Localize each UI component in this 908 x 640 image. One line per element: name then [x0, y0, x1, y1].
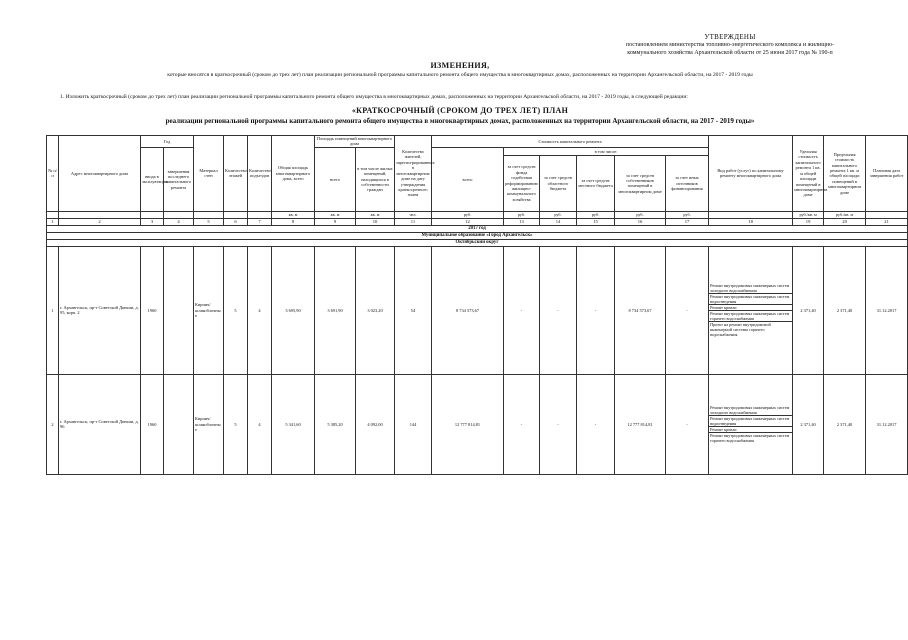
group-district: Октябрьский округ [47, 239, 908, 246]
row-works [709, 374, 793, 474]
document-title: ИЗМЕНЕНИЯ, [430, 61, 490, 70]
row-num: 2 [47, 374, 59, 474]
row-cost-fund: - [504, 246, 540, 374]
group-municipality: Муниципальное образование «Город Архангельск» [47, 232, 908, 239]
row-residents: 54 [395, 246, 432, 374]
row-material: Кирпич/ шлакоблочны е [194, 246, 224, 374]
row-premises-owned: 4 092,00 [356, 374, 395, 474]
header-floors: Количество этажей [224, 136, 248, 212]
row-unit-cost: 2 371,40 [793, 246, 824, 374]
header-entrances: Количество подъездов [248, 136, 272, 212]
row-year-built: 1960 [141, 246, 164, 374]
plan-title: «КРАТКОСРОЧНЫЙ (СРОКОМ ДО ТРЕХ ЛЕТ) ПЛАН [351, 106, 569, 115]
header-unit-cost: Удельная стоимость капитального ремонта 1 кв. м общей площади помещений в многоквартирном доме [793, 136, 824, 212]
group-year: 2017 год [47, 225, 908, 232]
header-works: Вид работ (услуг) по капитальному ремонту многоквартирного дома [709, 136, 793, 212]
header-wall-material: Материал стен [194, 136, 224, 212]
row-material: Кирпич/ шлакоблочны е [194, 374, 224, 474]
row-cost-owners: 8 734 573,67 [615, 246, 666, 374]
column-numbers-row: 1 2 3 4 5 6 7 8 9 10 11 12 13 14 15 16 17 18 19 20 21 [47, 218, 908, 225]
work-item: Ремонт внутридомовых инженерных систем водоотведения [709, 294, 792, 305]
row-premises-owned: 3 023,20 [356, 246, 395, 374]
intro-paragraph: 1. Изложить краткосрочный (сроком до трех лет) план реализации региональной программы капитального ремонта общего имущества в многоквартирных домах, расположенных на территории Архангельской области, на 2017 - 2019 годы, в следующей редакции: [60, 94, 688, 100]
header-num: № п/п [47, 136, 59, 212]
row-premises-total: 5 385,20 [315, 374, 356, 474]
header-cost-incl: в том числе: [504, 147, 709, 155]
row-year-last [164, 374, 194, 474]
approval-head: УТВЕРЖДЕНЫ [704, 33, 756, 41]
header-year-built: ввода в эксплуатацию [141, 147, 164, 211]
row-total-area: 5 341,60 [272, 374, 315, 474]
header-residents: Количество жителей, зарегистрированных в многоквартирном доме на дату утверждения краткосрочного плана [395, 136, 432, 212]
units-row: кв. м кв. м кв. м чел. руб. руб. руб. руб. руб. руб. руб./кв. м руб./кв. м [47, 211, 908, 218]
row-deadline: 31.12.2017 [866, 374, 908, 474]
header-premises-owned: в том числе жилых помещений, находящихся в собственности граждан [356, 147, 395, 211]
work-item: Ремонт внутридомовых инженерных систем холодного водоснабжения [709, 405, 792, 416]
row-works [709, 246, 793, 374]
header-deadline: Плановая дата завершения работ [866, 136, 908, 212]
row-cost-total: 8 734 573,67 [432, 246, 504, 374]
header-cost-local: за счет средств местного бюджета [577, 155, 615, 211]
row-max-cost: 2 371,40 [824, 374, 866, 474]
table-row [47, 374, 908, 474]
header-cost-owners: за счет средств собственников помещений в многоквартирном доме [615, 155, 666, 211]
row-cost-regional: - [540, 246, 577, 374]
row-deadline: 31.12.2017 [866, 246, 908, 374]
header-cost-regional: за счет средств областного бюджета [540, 155, 577, 211]
row-address: г. Архангельск, пр-т Советской Диекии, д. 95, корп. 2 [59, 246, 141, 374]
approval-stamp [595, 33, 865, 57]
row-total-area: 3 695,90 [272, 246, 315, 374]
row-max-cost: 2 371,40 [824, 246, 866, 374]
approval-line-2: коммунального хозяйства Архангельской области от 25 июня 2017 года № 190-п [627, 50, 833, 56]
header-total-area: Общая площадь многоквартирного дома, всего [272, 136, 315, 212]
work-item: Ремонт кровли [709, 427, 792, 433]
approval-line-1: постановлением министерства топливно-энергетического комплекса и жилищно- [625, 42, 835, 48]
header-max-cost: Предельная стоимость капитального ремонта 1 кв. м общей площади помещений в многоквартирном доме [824, 136, 866, 212]
header-cost-group: Стоимость капитального ремонта [432, 136, 709, 148]
row-entrances: 4 [248, 246, 272, 374]
row-cost-fund: - [504, 374, 540, 474]
plan-table [46, 135, 908, 475]
row-cost-total: 12 777 814,81 [432, 374, 504, 474]
document-subtitle: которые вносятся в краткосрочный (сроком до трех лет) план реализации региональной программы капитального ремонта общего имущества в многоквартирных домах, расположенных на территории Архангельской области, на 2017 - 2019 годы [167, 72, 753, 78]
row-cost-regional: - [540, 374, 577, 474]
row-entrances: 4 [248, 374, 272, 474]
work-item: Ремонт кровли [709, 305, 792, 311]
plan-subtitle: реализации региональной программы капитального ремонта общего имущества в многоквартирных домах, расположенных на территории Архангельской области, на 2017 - 2019 годы» [165, 117, 755, 125]
header-cost-other: за счет иных источников финансирования [666, 155, 709, 211]
row-cost-other: - [666, 246, 709, 374]
row-address: г. Архангельск, пр-т Советской Диекии, д. 96 [59, 374, 141, 474]
row-cost-local: - [577, 374, 615, 474]
work-item: Ремонт внутридомовых инженерных систем горячего водоснабжения [710, 433, 790, 444]
row-cost-other: - [666, 374, 709, 474]
row-unit-cost: 2 371,40 [793, 374, 824, 474]
work-item: Ремонт внутридомовых инженерных систем горячего водоснабжения [709, 311, 792, 322]
work-item: Проект на ремонт внутридомовой инженерной системы горячего водоснабжения [710, 322, 771, 338]
header-cost-total: всего [432, 147, 504, 211]
header-cost-fund: за счет средств фонда содействия реформированию жилищно-коммунального хозяйства [504, 155, 540, 211]
row-residents: 144 [395, 374, 432, 474]
work-item: Ремонт внутридомовых инженерных систем холодного водоснабжения [709, 283, 792, 294]
row-year-built: 1960 [141, 374, 164, 474]
row-floors: 5 [224, 374, 248, 474]
header-year-last-repair: завершения последнего капитального ремонта [164, 147, 194, 211]
row-num: 1 [47, 246, 59, 374]
row-year-last [164, 246, 194, 374]
header-premises-total: всего [315, 147, 356, 211]
header-address: Адрес многоквартирного дома [59, 136, 141, 212]
work-item: Ремонт внутридомовых инженерных систем водоотведения [709, 416, 792, 427]
row-floors: 5 [224, 246, 248, 374]
row-premises-total: 3 691,90 [315, 246, 356, 374]
header-year: Год [141, 136, 194, 148]
row-cost-local: - [577, 246, 615, 374]
header-premises-area: Площадь помещений многоквартирного дома [315, 136, 395, 148]
table-row [47, 246, 908, 374]
row-cost-owners: 12 777 814,81 [615, 374, 666, 474]
